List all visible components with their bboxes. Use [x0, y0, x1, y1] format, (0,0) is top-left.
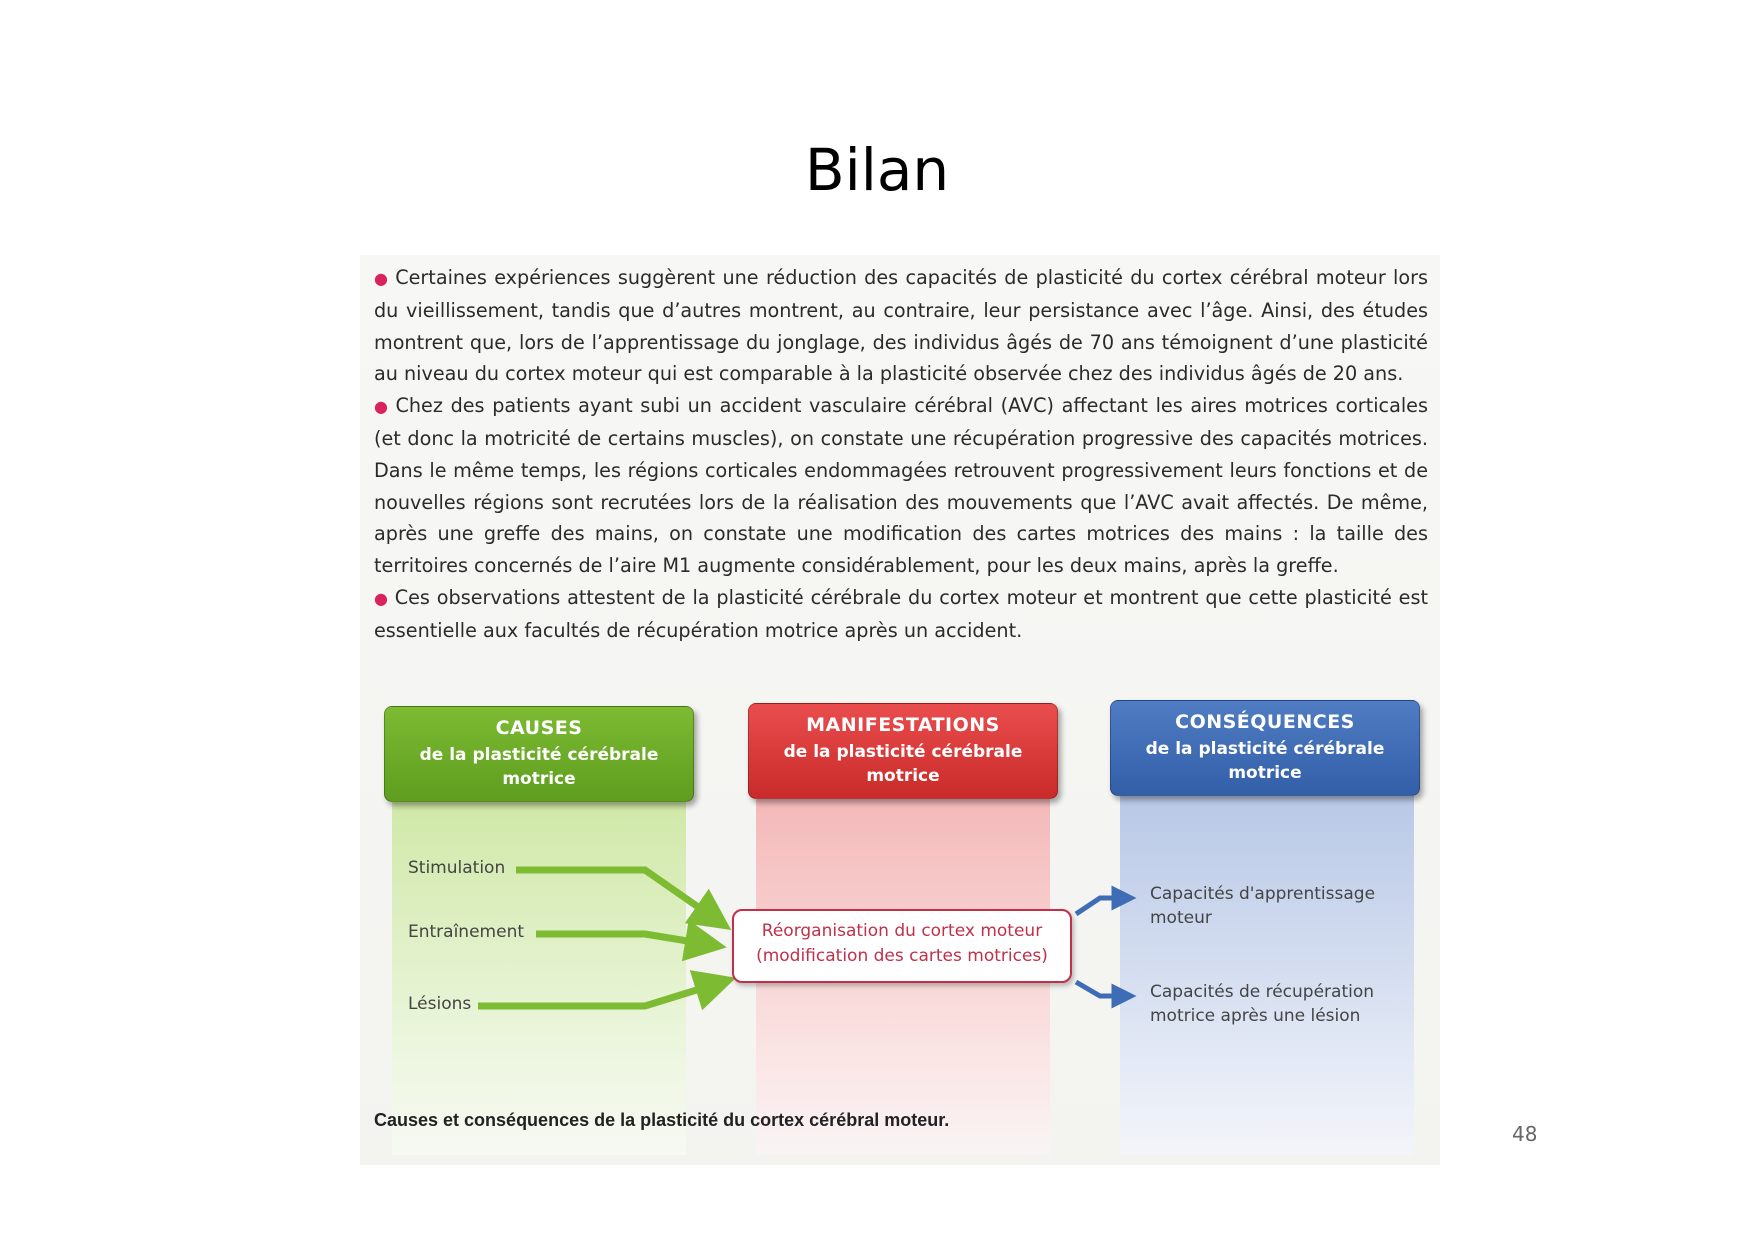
cause-entrainement: Entraînement: [408, 922, 525, 942]
cause-lesions: Lésions: [408, 994, 472, 1014]
page-number: 48: [1512, 1122, 1538, 1146]
paragraph-1: ● Certaines expériences suggèrent une réduction des capacités de plasticité du cortex cérébral moteur lors du vieillissement, tandis que d’autres montrent, au contraire, leur persistance avec l’âge. Ainsi, des études montrent que, lors de l’apprentissage du jonglage, des individus âgés de 70 ans témoignent d’une plasticité au niveau du cortex moteur qui est comparable à la plasticité observée chez des individus âgés de 20 ans.: [374, 266, 1428, 386]
cause-stimulation: Stimulation: [408, 858, 506, 878]
arrow-apprentissage: [1076, 898, 1124, 914]
arrow-stimulation: [516, 870, 714, 918]
paragraph-2: ● Chez des patients ayant subi un accident vasculaire cérébral (AVC) affectant les aires motrices corticales (et donc la motricité de certains muscles), on constate une récupération progressive des capacités motrices. Dans le même temps, les régions corticales endommagées retrouvent progressivement leurs fonctions et de nouvelles régions sont recrutées lors de la réalisation des mouvements que l’AVC avait affectés. De même, après une greffe des mains, on constate une modification des cartes motrices des mains : la taille des territoires concernés de l’aire M1 augmente considérablement, pour les deux mains, après la greffe.: [374, 394, 1428, 578]
bullet-icon: ●: [374, 397, 390, 417]
reorganisation-box: Réorganisation du cortex moteur (modification des cartes motrices): [732, 909, 1072, 983]
arrow-recuperation: [1076, 982, 1124, 996]
consequences-subtitle: de la plasticité cérébrale motrice: [1145, 739, 1385, 783]
arrow-entrainement: [536, 934, 706, 944]
figure-caption: Causes et conséquences de la plasticité du cortex cérébral moteur.: [374, 1110, 950, 1130]
arrow-lesions: [478, 984, 716, 1006]
consequences-title: CONSÉQUENCES: [1175, 711, 1355, 733]
causes-subtitle: de la plasticité cérébrale motrice: [419, 745, 659, 789]
bullet-icon: ●: [374, 588, 389, 608]
manifestations-subtitle: de la plasticité cérébrale motrice: [783, 742, 1023, 786]
manifestations-title: MANIFESTATIONS: [806, 714, 1000, 736]
consequence-recuperation: Capacités de récupération motrice après une lésion: [1150, 982, 1375, 1026]
bullet-icon: ●: [374, 269, 390, 288]
paragraph-3: ● Ces observations attestent de la plasticité cérébrale du cortex moteur et montrent que cette plasticité est essentielle aux facultés de récupération motrice après un accident.: [374, 585, 1428, 642]
slide-title: Bilan: [804, 136, 950, 204]
consequence-apprentissage: Capacités d'apprentissage moteur: [1150, 884, 1376, 928]
causes-title: CAUSES: [495, 717, 583, 739]
